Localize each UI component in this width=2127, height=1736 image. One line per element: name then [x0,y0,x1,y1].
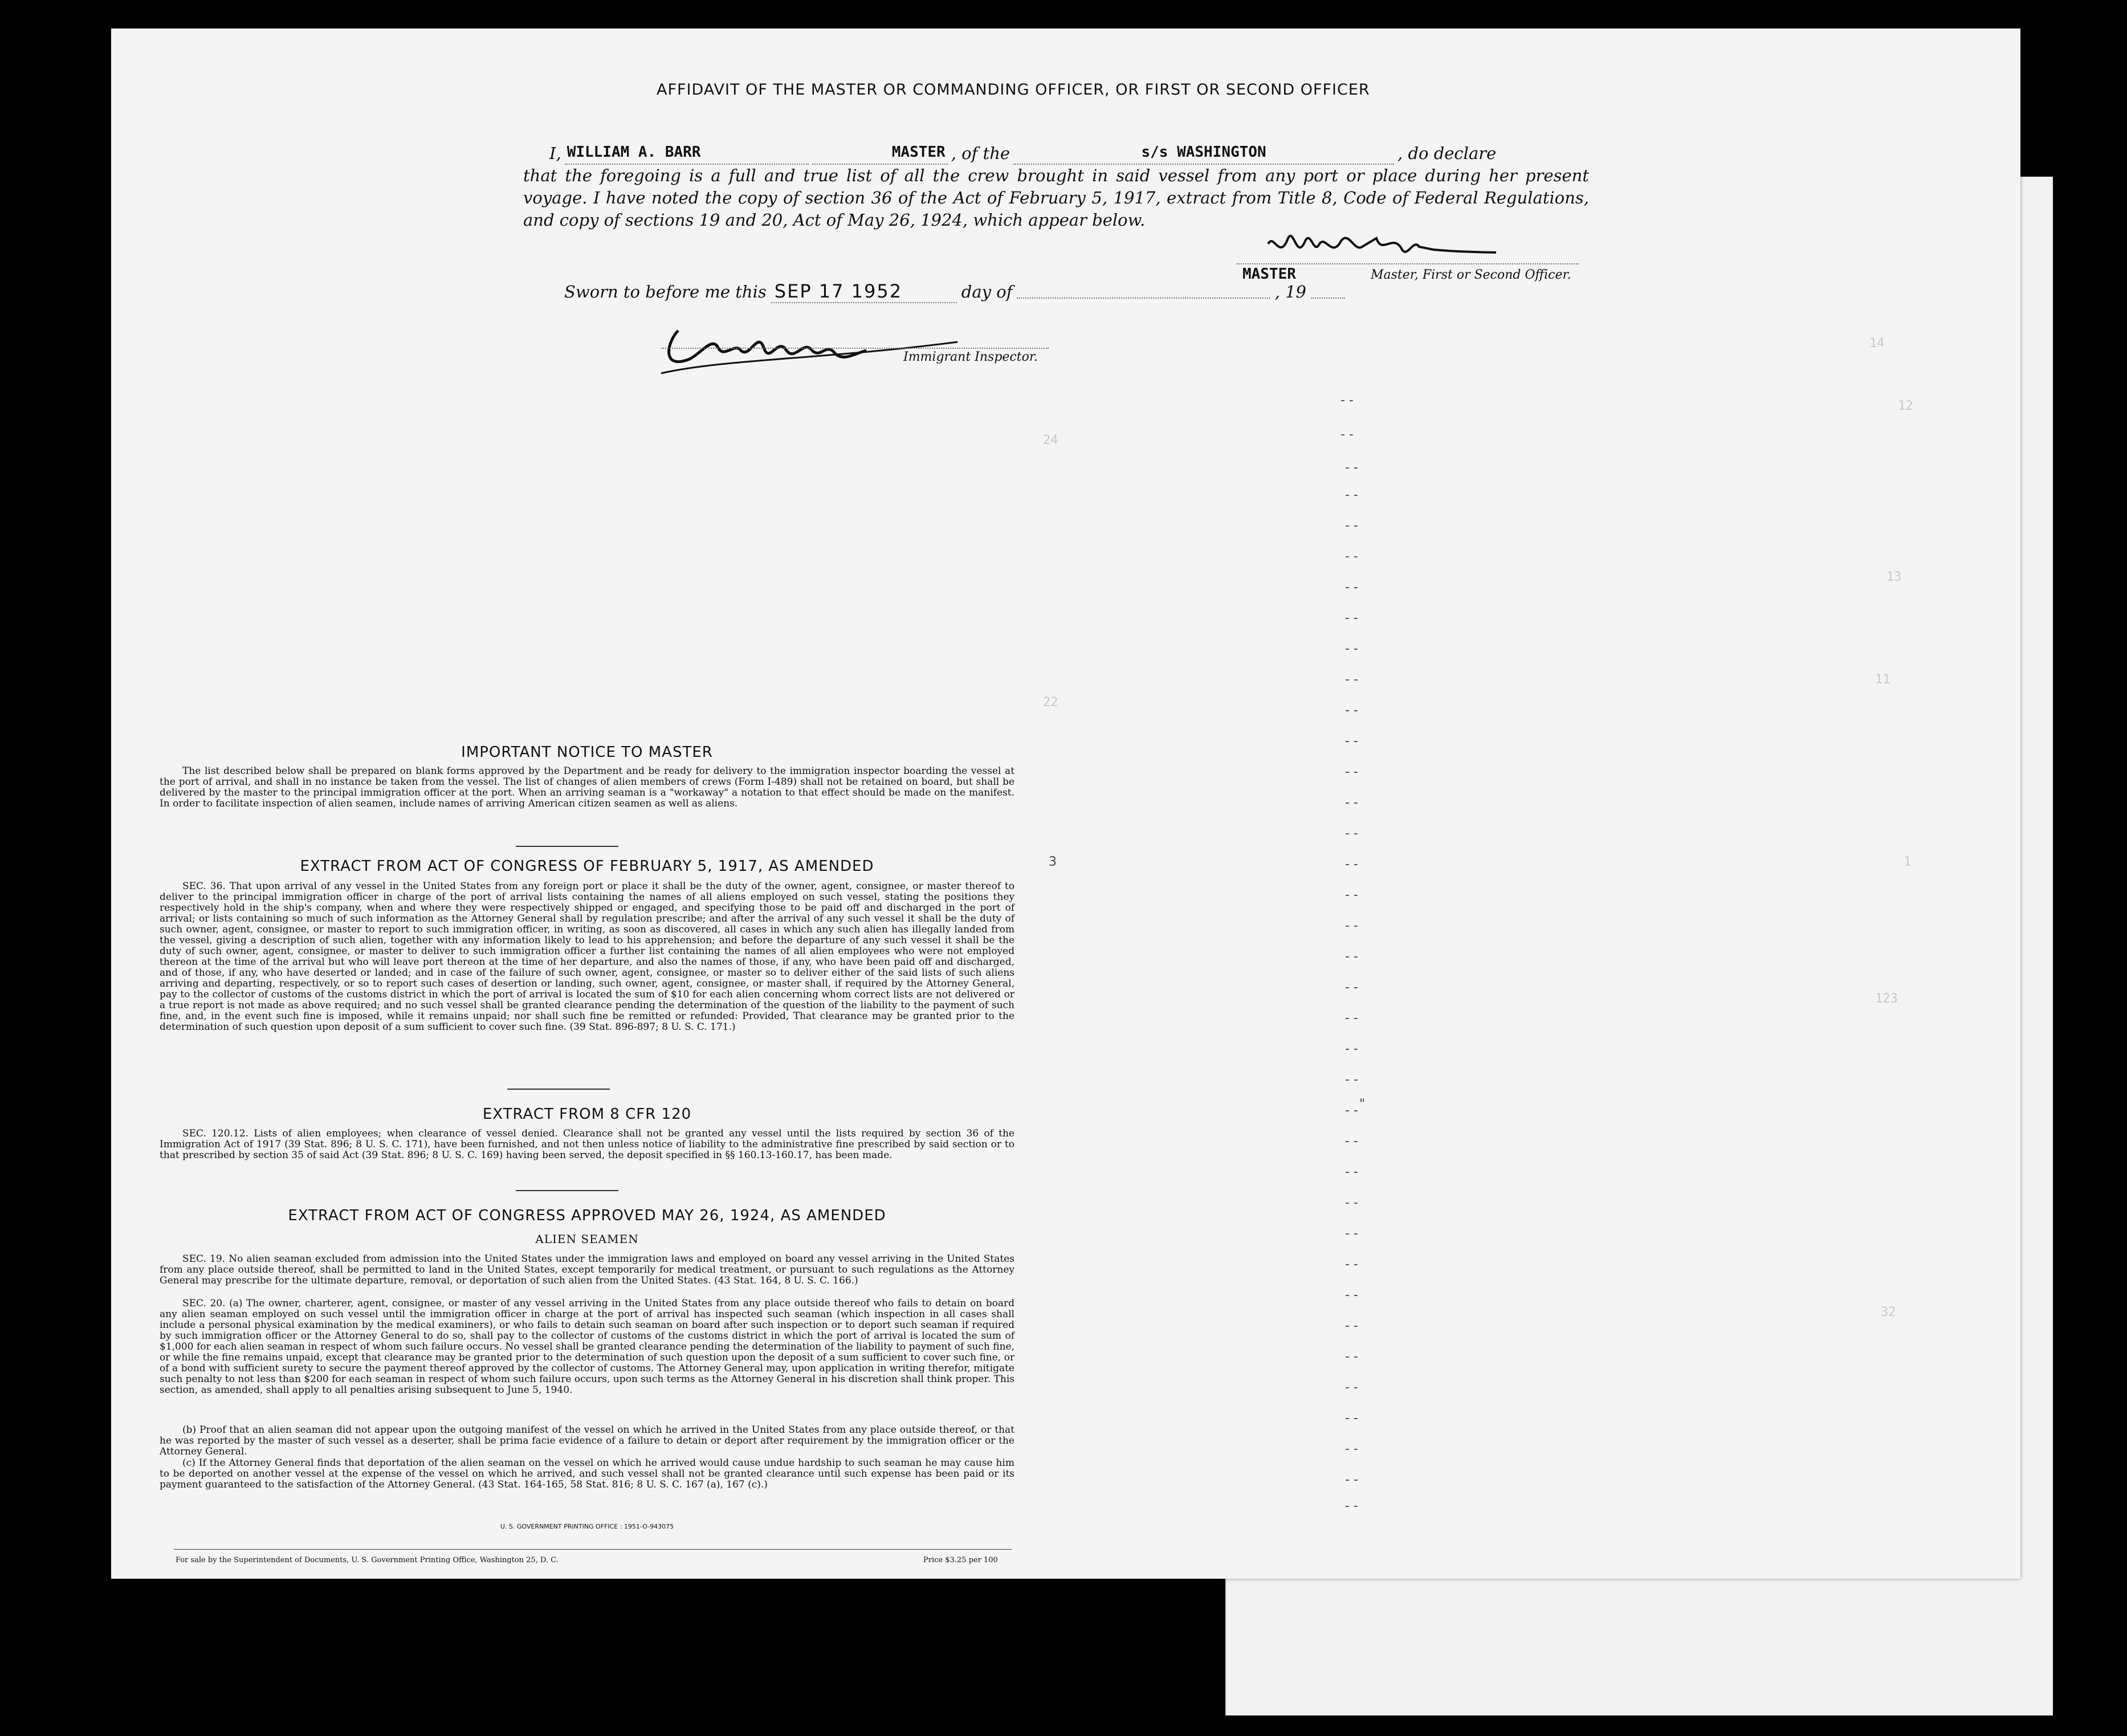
dash-mark: - - [1345,980,1358,995]
do-declare-label: , do declare [1397,144,1497,163]
bleed-through-number: 1 [1904,855,1912,869]
master-signature-line [1237,263,1579,264]
inspector-caption: Immigrant Inspector. [903,350,1038,364]
dash-mark: - - [1345,1011,1358,1025]
master-name-field[interactable]: WILLIAM A. BARR [565,141,809,165]
dash-mark: - - [1345,1257,1358,1272]
extract-1924-sec20c: (c) If the Attorney General finds that deportation of the alien seaman on the vessel on which he arrived would cause undue hardship to such seaman he may cause him to be deported on another vessel at the expense of the vessel on which he arrived, and such vessel shall not be granted clearance until such expense has been paid or its payment guaranteed to the satisfaction of the Attorney General. (43 Stat. 164-165, 58 Stat. 816; 8 U. S. C. 167 (a), 167 (c).) [160,1457,1014,1490]
extract-1924-sec20a: SEC. 20. (a) The owner, charterer, agent, consignee, or master of any vessel arriving in the United States from any place outside thereof who fails to detain on board any alien seaman employed on such vessel until the immigration officer in charge at the port of arrival has inspected such seaman (which inspection in all cases shall include a personal physical examination by the medical examiners), or who fails to detain such seaman on board after such inspection or to deport such seaman if required by such immigration officer or the Attorney General to do so, shall pay to the collector of customs of the customs district in which the port of arrival is located the sum of $1,000 for each alien seaman in respect of whom such failure occurs. No vessel shall be granted clearance pending the determination of the liability to payment of such fine, or while the fine remains unpaid, except that clearance may be granted prior to the determination of such question upon the deposit of a sum sufficient to cover such fine, or of a bond with sufficient surety to secure the payment thereof approved by the collector of customs. The Attorney General may, upon application in writing therefor, mitigate such penalty to not less than $200 for each seaman in respect of whom such failure occurs, upon such terms as the Attorney General in his discretion shall think proper. This section, as amended, shall apply to all penalties arising subsequent to June 5, 1940. [160,1298,1014,1396]
dash-mark: - - [1345,1350,1358,1364]
rank-field[interactable]: MASTER [812,141,948,165]
bleed-through-number: 24 [1043,433,1058,447]
master-signature [1262,221,1502,267]
dash-mark: - - [1345,1103,1358,1118]
dash-mark: - - [1345,796,1358,810]
dash-mark: - - [1345,611,1358,625]
master-signature-caption: Master, First or Second Officer. [1371,268,1571,282]
dash-mark: - - [1345,1442,1358,1456]
i-label: I, [549,144,561,163]
sworn-date-stamp: SEP 17 1952 [771,280,957,303]
dash-mark: - - [1345,673,1358,687]
affidavit-title: AFFIDAVIT OF THE MASTER OR COMMANDING OFFICER, OR FIRST OR SECOND OFFICER [657,81,1370,99]
extract-1924-heading: EXTRACT FROM ACT OF CONGRESS APPROVED MAY 26, 1924, AS AMENDED [288,1207,886,1224]
dash-mark: - - [1345,1380,1358,1395]
column-number: 3 [1049,855,1057,869]
bleed-through-number: 32 [1881,1305,1896,1319]
quote-mark: " [1359,1097,1366,1111]
dash-mark: - - [1345,1196,1358,1210]
dash-mark: - - [1345,949,1358,964]
for-sale-note: For sale by the Superintendent of Documents, U. S. Government Printing Office, Washington 25, D. C. [176,1556,559,1564]
alien-seamen-subheading: ALIEN SEAMEN [535,1232,639,1246]
dash-mark: - - [1345,1042,1358,1056]
bleed-through-number: 14 [1869,336,1885,351]
dash-mark: - - [1345,826,1358,841]
dash-mark: - - [1340,393,1354,407]
sworn-label: Sworn to before me this [564,282,767,301]
dash-mark: - - [1340,427,1354,442]
dash-mark: - - [1345,888,1358,902]
sworn-line [564,280,1345,303]
dash-mark: - - [1345,765,1358,779]
divider [516,846,618,847]
dash-mark: - - [1345,1411,1358,1425]
dash-mark: - - [1345,549,1358,564]
dash-mark: - - [1345,519,1358,533]
printing-office-note: U. S. GOVERNMENT PRINTING OFFICE : 1951-O-943075 [500,1523,674,1530]
declaration-first-line [523,141,1589,165]
of-the-label: , of the [951,144,1010,163]
month-blank[interactable] [1017,297,1270,299]
year-prefix: , 19 [1274,282,1306,301]
dash-mark: - - [1345,919,1358,933]
dash-mark: - - [1345,488,1358,502]
extract-1917-heading: EXTRACT FROM ACT OF CONGRESS OF FEBRUARY 5, 1917, AS AMENDED [300,858,874,875]
extract-1917-text: SEC. 36. That upon arrival of any vessel in the United States from any foreign port or place it shall be the duty of the owner, agent, consignee, or master thereof to deliver to the principal immigration officer in charge of the port of arrival lists containing the names of all aliens employed on such vessel, stating the positions they respectively hold in the ship's company, when and where they were respectively shipped or engaged, and specifying those to be paid off and discharged in the port of arrival; or lists containing so much of such information as the Attorney General shall by regulation prescribe; and after the arrival of any such vessel it shall be the duty of such owner, agent, consignee, or master to report to such immigration officer, in writing, as soon as discovered, all cases in which any such alien has illegally landed from the vessel, giving a description of such alien, together with any information likely to lead to his apprehension; and before the departure of any such vessel it shall be the duty of such owner, agent, consignee, or master to deliver to such immigration officer a further list containing the names of all alien employees who were not employed thereon at the time of the arrival but who will leave port thereon at the time of her departure, and also the names of those, if any, who have been paid off and discharged, and of those, if any, who have deserted or landed; and in case of the failure of such owner, agent, consignee, or master so to deliver either of the said lists of such aliens arriving and departing, respectively, or so to report such cases of desertion or landing, such owner, agent, consignee, or master shall, if required by the Attorney General, pay to the collector of customs of the customs district in which the port of arrival is located the sum of $10 for each alien concerning whom correct lists are not delivered or a true report is not made as above required; and no such vessel shall be granted clearance pending the determination of the question of the liability to the payment of such fine, and, in the event such fine is imposed, while it remains unpaid; nor shall such fine be remitted or refunded: Provided, That clearance may be granted prior to the determination of such question upon deposit of a sum sufficient to cover such fine. (39 Stat. 896-897; 8 U. S. C. 171.) [160,881,1014,1033]
dash-mark: - - [1345,703,1358,718]
divider [507,1089,610,1090]
footer-rule [174,1549,1012,1550]
extract-1924-sec20b: (b) Proof that an alien seaman did not appear upon the outgoing manifest of the vessel on which he arrived in the United States from any place outside thereof, or that he was reported by the master of such vessel as a deserter, shall be prima facie evidence of a failure to detain or deport after requirement by the immigration officer or the Attorney General. [160,1424,1014,1457]
dash-mark: - - [1345,857,1358,871]
declaration-text: that the foregoing is a full and true list of all the crew brought in said vessel from any port or place during her present voyage. I have noted the copy of section 36 of the Act of February 5, 1917, extract from Title 8, Code of Federal Regulations, and copy of sections 19 and 20, Act of May 26, 1924, which appear below. [523,166,1589,230]
day-of-label: day of [961,282,1013,301]
master-signature-rank: MASTER [1242,266,1296,283]
notice-text: The list described below shall be prepared on blank forms approved by the Department and be ready for delivery to the immigration inspector boarding the vessel at the port of arrival, and shall in no instance be taken from the vessel. The list of changes of alien members of crews (Form I-489) shall not be retained on board, but shall be delivered by the master to the principal immigration officer at the port. When an arriving seaman is a "workaway" a notation to that effect should be made on the manifest. In order to facilitate inspection of alien seamen, include names of arriving American citizen seamen as well as aliens. [160,765,1014,809]
bleed-through-number: 123 [1875,992,1898,1006]
extract-cfr-text: SEC. 120.12. Lists of alien employees; when clearance of vessel denied. Clearance shall not be granted any vessel until the lists required by section 36 of the Immigration Act of 1917 (39 Stat. 896; 8 U. S. C. 171), have been furnished, and not then unless notice of liability to the administrative fine prescribed by said section or to that prescribed by section 35 of said Act (39 Stat. 896; 8 U. S. C. 169) having been served, the deposit specified in §§ 160.13-160.17, has been made. [160,1128,1014,1161]
dash-mark: - - [1345,1226,1358,1241]
bleed-through-number: 13 [1886,570,1902,584]
dash-mark: - - [1345,461,1358,475]
extract-cfr-heading: EXTRACT FROM 8 CFR 120 [482,1106,692,1123]
dash-mark: - - [1345,1288,1358,1302]
dash-mark: - - [1345,734,1358,748]
year-blank[interactable] [1311,297,1345,299]
bleed-through-number: 11 [1875,673,1890,687]
dash-mark: - - [1345,1473,1358,1487]
extract-1924-sec19: SEC. 19. No alien seaman excluded from admission into the United States under the immigration laws and employed on board any vessel arriving in the United States from any place outside thereof, shall be permitted to land in the United States, except temporarily for medical treatment, or pursuant to such regulations as the Attorney General may prescribe for the ultimate departure, removal, or deportation of such alien from the United States. (43 Stat. 164, 8 U. S. C. 166.) [160,1253,1014,1286]
bleed-through-number: 22 [1043,695,1058,710]
dash-mark: - - [1345,1134,1358,1148]
dash-mark: - - [1345,642,1358,656]
dash-mark: - - [1345,1319,1358,1333]
bleed-through-number: 12 [1898,399,1913,413]
dash-mark: - - [1345,1499,1358,1513]
price-note: Price $3.25 per 100 [923,1556,998,1564]
dash-mark: - - [1345,580,1358,594]
vessel-name-field[interactable]: s/s WASHINGTON [1013,141,1394,165]
declaration-block [523,141,1589,231]
divider [516,1190,618,1191]
dash-mark: - - [1345,1073,1358,1087]
dash-mark: - - [1345,1165,1358,1179]
inspector-signature-line [661,348,1049,349]
notice-heading: IMPORTANT NOTICE TO MASTER [461,744,713,761]
